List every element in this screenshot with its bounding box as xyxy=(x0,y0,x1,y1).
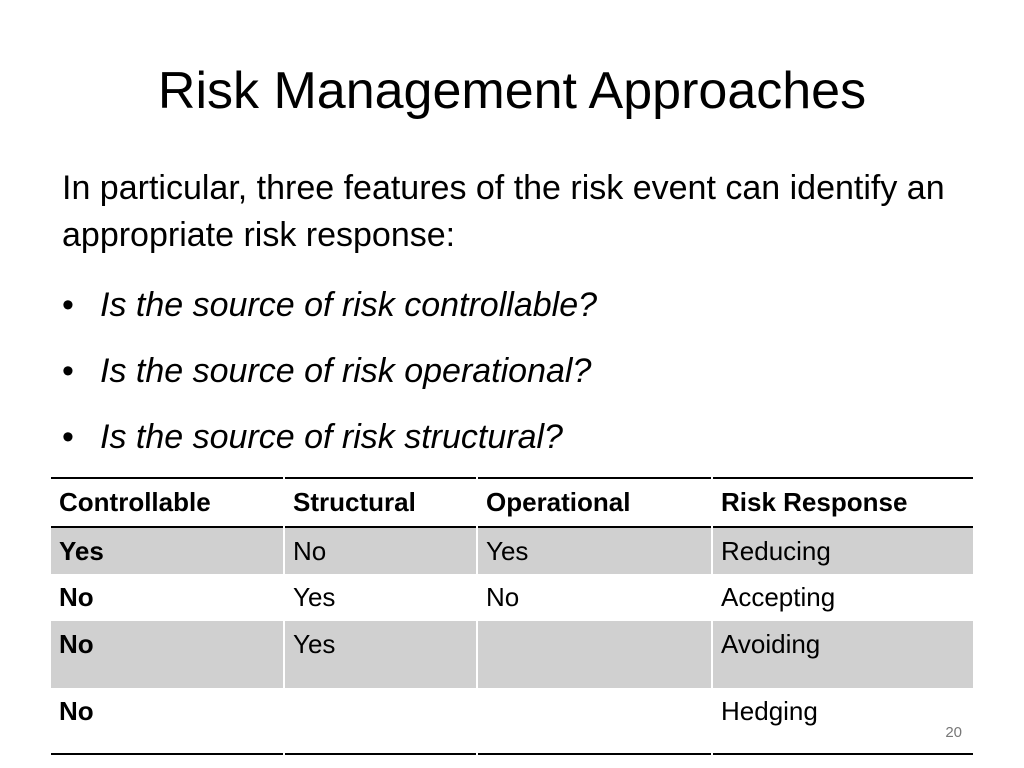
intro-text: In particular, three features of the risk event can identify an appropriate risk response: xyxy=(62,169,945,254)
slide-title: Risk Management Approaches xyxy=(157,62,867,120)
bullet-text: Is the source of risk structural? xyxy=(100,418,563,456)
header-structural: Structural xyxy=(284,478,477,527)
cell-structural: No xyxy=(284,527,477,574)
bullet-item xyxy=(62,282,962,329)
cell-structural: Yes xyxy=(284,574,477,621)
risk-response-table xyxy=(51,477,973,755)
cell-risk-response: Avoiding xyxy=(712,621,973,688)
table-header-row xyxy=(51,478,973,527)
table-row xyxy=(51,527,973,574)
cell-operational: Yes xyxy=(477,527,712,574)
cell-risk-response: Hedging xyxy=(721,696,818,726)
cell-controllable: No xyxy=(51,574,284,621)
cell-controllable: No xyxy=(51,621,284,688)
cell-operational xyxy=(477,621,712,688)
cell-risk-response: Accepting xyxy=(721,582,836,612)
header-controllable: Controllable xyxy=(51,478,284,527)
slide-page-number: 20 xyxy=(945,724,962,741)
risk-response-table-container xyxy=(51,477,973,755)
cell-risk-response: Reducing xyxy=(712,527,973,574)
cell-structural: Yes xyxy=(284,621,477,688)
header-risk-response: Risk Response xyxy=(712,478,973,527)
bullet-item xyxy=(62,414,962,461)
cell-structural xyxy=(284,688,477,754)
bullet-icon: • xyxy=(62,352,74,390)
table-row xyxy=(51,688,973,754)
cell-controllable: No xyxy=(51,688,284,754)
bullet-text: Is the source of risk controllable? xyxy=(100,286,598,324)
cell-controllable: Yes xyxy=(51,527,284,574)
header-operational: Operational xyxy=(477,478,712,527)
bullet-icon: • xyxy=(62,418,74,456)
table-row xyxy=(51,621,973,688)
cell-operational xyxy=(477,688,712,754)
cell-operational: No xyxy=(477,574,712,621)
bullet-list xyxy=(62,282,962,480)
bullet-text: Is the source of risk operational? xyxy=(100,352,592,390)
table-row xyxy=(51,574,973,621)
bullet-item xyxy=(62,348,962,395)
bullet-icon: • xyxy=(62,286,74,324)
